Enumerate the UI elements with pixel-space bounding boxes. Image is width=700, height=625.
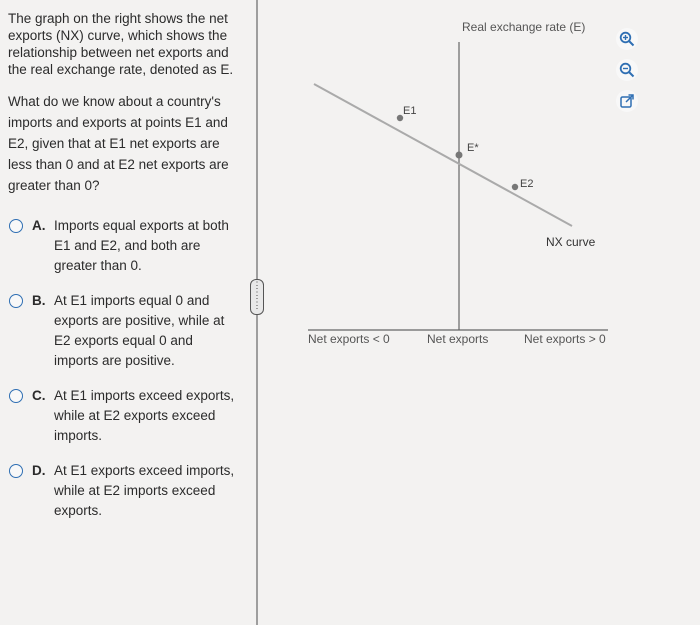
- option-d-radio[interactable]: [9, 464, 23, 478]
- question-intro: [8, 10, 240, 78]
- option-b-letter: B.: [32, 293, 46, 308]
- option-a-letter: A.: [32, 218, 46, 233]
- prompt-text: What do we know about a country's imports and exports at points E1 and E2, given that at E1 net exports are less than 0 and at E2 net exports are greater than 0?: [8, 94, 229, 193]
- option-a[interactable]: [8, 216, 240, 276]
- y-axis-label: Real exchange rate (E): [462, 20, 586, 34]
- x-label-right: Net exports > 0: [524, 332, 606, 346]
- option-d-text[interactable]: At E1 exports exceed imports, while at E2 imports exceed exports.: [54, 463, 235, 518]
- x-label-center: Net exports: [427, 332, 489, 346]
- option-b-radio[interactable]: [9, 294, 23, 308]
- e1-label: E1: [403, 105, 417, 117]
- intro-text: The graph on the right shows the net exports (NX) curve, which shows the relationship between net exports and the real exchange rate, denoted as E.: [8, 11, 234, 77]
- option-c[interactable]: [8, 386, 240, 446]
- resize-handle[interactable]: ⋮ ⋮ ⋮: [250, 279, 264, 315]
- nx-curve-line: [314, 84, 572, 226]
- question-prompt: [8, 91, 240, 196]
- nx-graph: [258, 0, 618, 380]
- option-a-text[interactable]: Imports equal exports at both E1 and E2, and both are greater than 0.: [54, 218, 229, 273]
- option-c-radio[interactable]: [9, 389, 23, 403]
- x-label-left: Net exports < 0: [308, 332, 390, 346]
- option-a-radio[interactable]: [9, 219, 23, 233]
- option-c-text[interactable]: At E1 imports exceed exports, while at E2 exports exceed imports.: [54, 388, 235, 443]
- option-d-letter: D.: [32, 463, 46, 478]
- estar-point: [456, 152, 463, 159]
- option-b[interactable]: [8, 291, 240, 371]
- option-d[interactable]: [8, 461, 240, 521]
- question-panel: [8, 10, 240, 536]
- estar-label: E*: [467, 142, 479, 154]
- zoom-out-icon[interactable]: [616, 59, 638, 81]
- option-b-text[interactable]: At E1 imports equal 0 and exports are positive, while at E2 exports equal 0 and imports are positive.: [54, 293, 225, 368]
- e2-point: [512, 184, 518, 190]
- open-new-window-icon[interactable]: [616, 90, 638, 112]
- e2-label: E2: [520, 178, 534, 190]
- option-c-letter: C.: [32, 388, 46, 403]
- curve-label: NX curve: [546, 235, 596, 249]
- zoom-in-icon[interactable]: [616, 28, 638, 50]
